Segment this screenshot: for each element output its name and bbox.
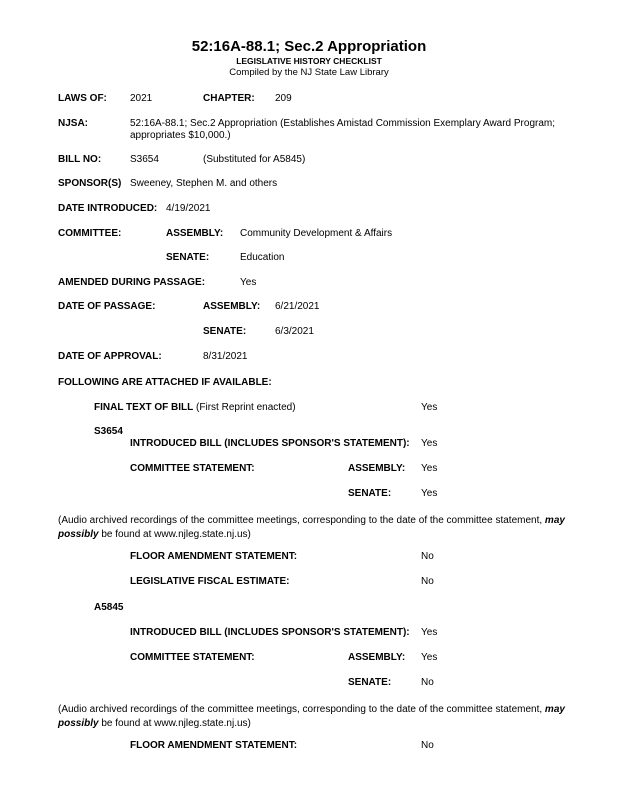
laws-of-label: LAWS OF:	[58, 93, 107, 104]
a5845-floor-value: No	[421, 740, 434, 751]
final-text-value: Yes	[421, 402, 438, 413]
a5845-floor-label: FLOOR AMENDMENT STATEMENT:	[130, 740, 298, 751]
s3654-senate-label: SENATE:	[348, 488, 392, 499]
s3654-fiscal-value: No	[421, 576, 434, 587]
page-subtitle: LEGISLATIVE HISTORY CHECKLIST	[236, 56, 382, 66]
a5845-senate-value: No	[421, 677, 434, 688]
njsa-label: NJSA:	[58, 118, 89, 129]
s3654-fiscal-label: LEGISLATIVE FISCAL ESTIMATE:	[130, 576, 290, 587]
a5845-intro-label: INTRODUCED BILL (INCLUDES SPONSOR'S STATEMENT):	[130, 627, 410, 638]
passage-assembly-label: ASSEMBLY:	[203, 301, 261, 312]
sponsor-value: Sweeney, Stephen M. and others	[130, 178, 278, 189]
passage-label: DATE OF PASSAGE:	[58, 301, 156, 312]
s3654-floor-value: No	[421, 551, 434, 562]
s3654-intro-value: Yes	[421, 438, 438, 449]
bill-substituted: (Substituted for A5845)	[203, 154, 306, 165]
page-title: 52:16A-88.1; Sec.2 Appropriation	[191, 38, 427, 55]
committee-assembly-label: ASSEMBLY:	[166, 228, 224, 239]
s3654-heading: S3654	[94, 426, 123, 437]
date-introduced-value: 4/19/2021	[166, 203, 211, 214]
attached-heading: FOLLOWING ARE ATTACHED IF AVAILABLE:	[58, 377, 272, 388]
sponsor-label: SPONSOR(S)	[58, 178, 122, 189]
bill-no-value: S3654	[130, 154, 159, 165]
s3654-committee-label: COMMITTEE STATEMENT:	[130, 463, 255, 474]
passage-senate-value: 6/3/2021	[275, 326, 314, 337]
committee-label: COMMITTEE:	[58, 228, 122, 239]
njsa-line-2: appropriates $10,000.)	[130, 130, 231, 141]
final-text-label: FINAL TEXT OF BILL	[94, 402, 194, 413]
s3654-floor-label: FLOOR AMENDMENT STATEMENT:	[130, 551, 298, 562]
s3654-assembly-value: Yes	[421, 463, 438, 474]
s3654-senate-value: Yes	[421, 488, 438, 499]
chapter-label: CHAPTER:	[203, 93, 255, 104]
amended-value: Yes	[240, 277, 257, 288]
njsa-line-1: 52:16A-88.1; Sec.2 Appropriation (Establishes Amistad Commission Exemplary Award Program;	[130, 118, 556, 129]
s3654-assembly-label: ASSEMBLY:	[348, 463, 406, 474]
committee-assembly-value: Community Development & Affairs	[240, 228, 393, 239]
audio-note-1: (Audio archived recordings of the committee meetings, corresponding to the date of the committee statement, may possibly be found at www.njleg.state.nj.us)	[58, 515, 565, 540]
a5845-heading: A5845	[94, 602, 124, 613]
final-text-note: (First Reprint enacted)	[196, 402, 296, 413]
approval-label: DATE OF APPROVAL:	[58, 351, 162, 362]
bill-no-label: BILL NO:	[58, 154, 102, 165]
compiled-by: Compiled by the NJ State Law Library	[229, 67, 389, 78]
a5845-intro-value: Yes	[421, 627, 438, 638]
approval-value: 8/31/2021	[203, 351, 248, 362]
amended-label: AMENDED DURING PASSAGE:	[58, 277, 206, 288]
passage-senate-label: SENATE:	[203, 326, 247, 337]
s3654-intro-label: INTRODUCED BILL (INCLUDES SPONSOR'S STATEMENT):	[130, 438, 410, 449]
date-introduced-label: DATE INTRODUCED:	[58, 203, 158, 214]
a5845-assembly-value: Yes	[421, 652, 438, 663]
committee-senate-label: SENATE:	[166, 252, 210, 263]
chapter-value: 209	[275, 93, 292, 104]
passage-assembly-value: 6/21/2021	[275, 301, 320, 312]
committee-senate-value: Education	[240, 252, 285, 263]
a5845-committee-label: COMMITTEE STATEMENT:	[130, 652, 255, 663]
laws-of-value: 2021	[130, 93, 153, 104]
final-text-row	[94, 402, 296, 414]
a5845-senate-label: SENATE:	[348, 677, 392, 688]
audio-note-2: (Audio archived recordings of the committee meetings, corresponding to the date of the committee statement, may possibly be found at www.njleg.state.nj.us)	[58, 704, 565, 729]
a5845-assembly-label: ASSEMBLY:	[348, 652, 406, 663]
